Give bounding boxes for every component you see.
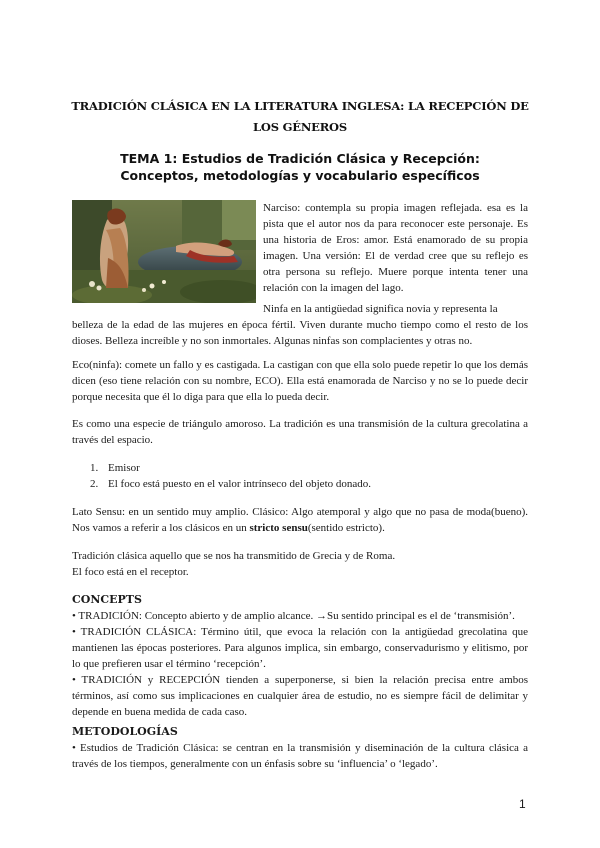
list-item-number: 2.: [90, 478, 99, 490]
list-item: [90, 460, 510, 476]
methodology-item: • Estudios de Tradición Clásica: se centran en la transmisión y diseminación de la cultura clásica a través de los tiempos, generalmente con un énfasis sobre su ‘influencia’ o ‘legado’.: [72, 742, 528, 770]
tradicion-line: Tradición clásica aquello que se nos ha transmitido de Grecia y de Roma.: [72, 550, 396, 562]
list-item: [90, 476, 510, 492]
lato-sensu-text-end: (sentido estricto).: [307, 522, 385, 534]
concept-item: • TRADICIÓN: Concepto abierto y de amplio alcance. →Su sentido principal es el de ‘transmisión’.: [72, 610, 515, 622]
list-item-text: El foco está puesto en el valor intrínseco del objeto donado.: [108, 478, 372, 490]
list-item-number: 1.: [90, 462, 99, 474]
narciso-paragraph: Narciso: contempla su propia imagen reflejada. esa es la pista que el autor nos da para reconocer este personaje. Es una historia de Eros: amor. Está enamorado de su propia imagen. Una versión: El de verdad cree que su reflejo es otra persona su reflejo. Muere porque intenta tener una relación con la imagen del lago.: [263, 202, 528, 294]
triangulo-paragraph: Es como una especie de triángulo amoroso. La tradición es una transmisión de la cultura grecolatina a través del espacio.: [72, 418, 528, 446]
ninfa-paragraph-start: Ninfa en la antigüedad significa novia y representa la: [263, 303, 498, 315]
document-subtitle: TEMA 1: Estudios de Tradición Clásica y Recepción: Conceptos, metodologías y vocabulario específicos: [120, 151, 480, 183]
page-number: 1: [519, 797, 526, 811]
methodologies-heading: METODOLOGÍAS: [72, 725, 178, 738]
tradicion-paragraph: [72, 548, 528, 580]
concept-item: • TRADICIÓN y RECEPCIÓN tienden a superponerse, si bien la relación precisa entre ambos términos, así como sus implicaciones en cualquier área de estudio, no es siempre fácil de delimitar y depende en buena medida de cada caso.: [72, 674, 528, 718]
list-item-text: Emisor: [108, 462, 140, 474]
document-title: TRADICIÓN CLÁSICA EN LA LITERATURA INGLESA: LA RECEPCIÓN DE LOS GÉNEROS: [71, 99, 529, 134]
narcissus-painting-image: [72, 200, 256, 303]
concepts-heading: CONCEPTS: [72, 593, 142, 606]
eco-paragraph: Eco(ninfa): comete un fallo y es castigada. La castigan con que ella solo puede repetir lo que los demás dicen (eso tiene relación con su nombre, ECO). Ella está enamorada de Narciso y no se lo puede decir porque necesita que él lo diga para que ella lo pueda decir.: [72, 359, 528, 403]
ninfa-paragraph: belleza de la edad de las mujeres en época fértil. Viven durante mucho tiempo como el resto de los dioses. Belleza increíble y no son inmortales. Algunas ninfas son complacientes y otras no.: [72, 319, 528, 347]
concept-item: • TRADICIÓN CLÁSICA: Término útil, que evoca la relación con la antigüedad grecolatina que mantienen las épocas posteriores. Para algunos implica, sin embargo, conservadurismo y elitismo, por lo que prefieren usar el término ‘recepción’.: [72, 626, 528, 670]
lato-sensu-text: Lato Sensu: en un sentido muy amplio. Clásico: Algo atemporal y algo que no pasa de moda(bueno). Nos vamos a referir a los clásicos en un: [72, 506, 528, 534]
numbered-list: [90, 460, 510, 492]
receptor-line: El foco está en el receptor.: [72, 566, 189, 578]
lato-sensu-paragraph: [72, 504, 528, 536]
painting-illustration: [72, 200, 256, 303]
stricto-sensu-term: stricto sensu: [249, 522, 308, 534]
